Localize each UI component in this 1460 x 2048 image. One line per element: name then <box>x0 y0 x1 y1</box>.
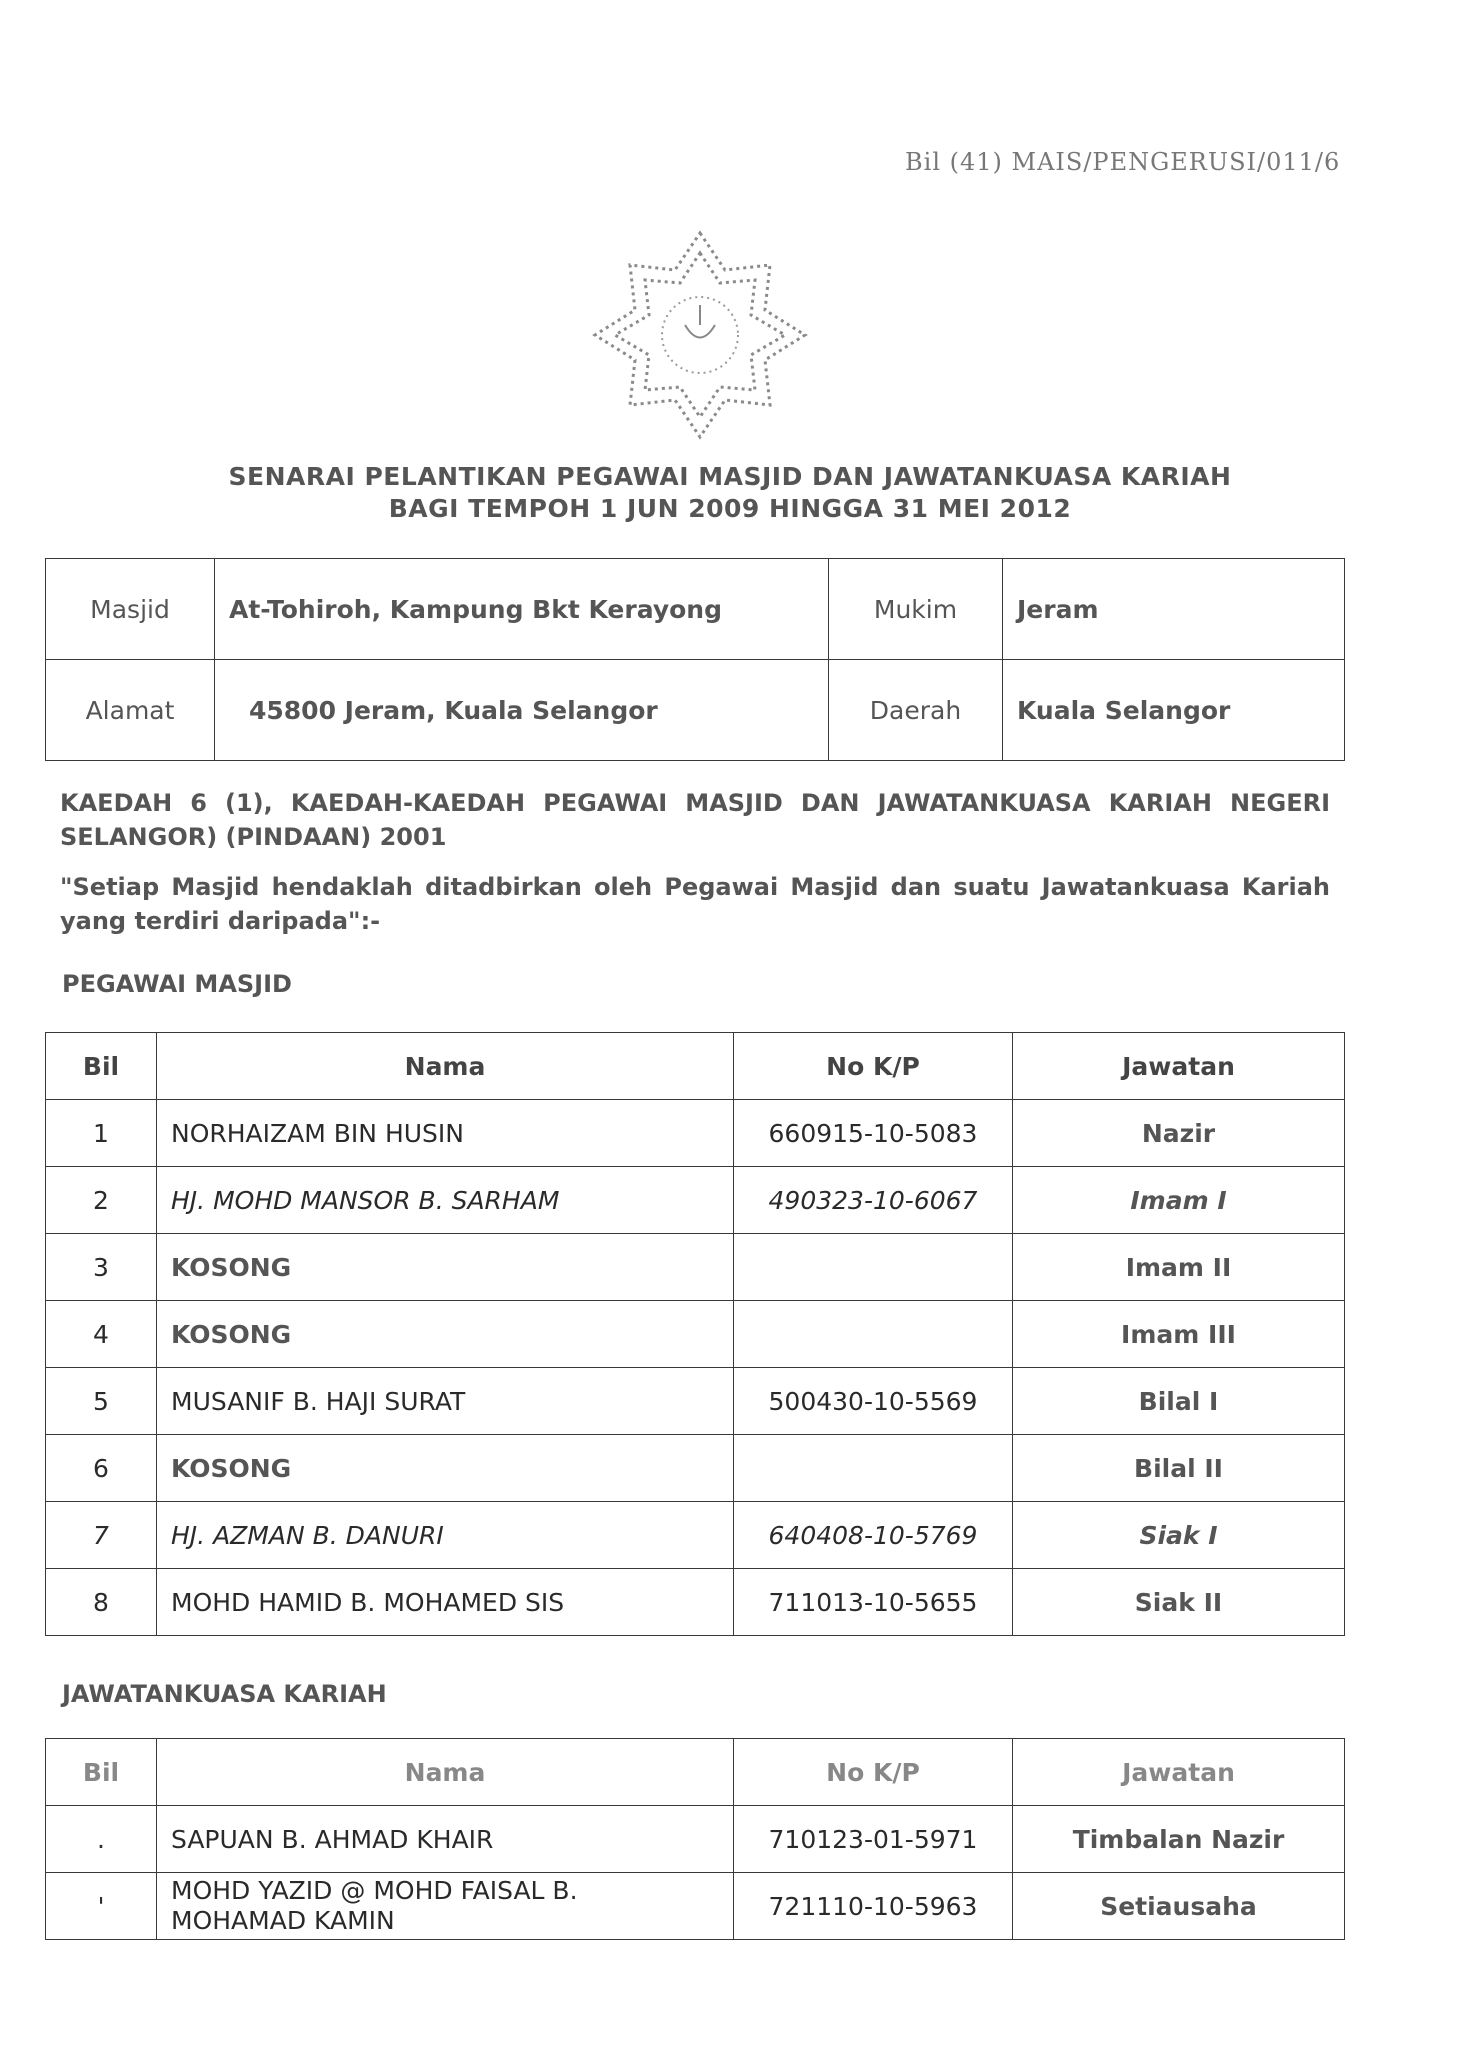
alamat-label: Alamat <box>46 660 215 761</box>
row-bil: 8 <box>46 1569 157 1636</box>
table-row <box>46 1167 1345 1234</box>
jawatankuasa-table <box>45 1738 1345 1940</box>
row-bil: . <box>46 1806 157 1873</box>
rule-quote: "Setiap Masjid hendaklah ditadbirkan oleh Pegawai Masjid dan suatu Jawatankuasa Kariah yang terdiri daripada":- <box>60 873 1330 935</box>
alamat-value: 45800 Jeram, Kuala Selangor <box>215 660 829 761</box>
row-nama: MUSANIF B. HAJI SURAT <box>157 1368 734 1435</box>
row-nokp: 660915-10-5083 <box>734 1100 1013 1167</box>
row-nokp: 721110-10-5963 <box>734 1873 1013 1940</box>
mukim-value: Jeram <box>1003 559 1345 660</box>
reference-number: Bil (41) MAIS/PENGERUSI/011/6 <box>905 148 1341 176</box>
daerah-label: Daerah <box>829 660 1003 761</box>
row-jawatan: Setiausaha <box>1013 1873 1345 1940</box>
row-nama: KOSONG <box>157 1234 734 1301</box>
row-bil: 5 <box>46 1368 157 1435</box>
table-row <box>46 1569 1345 1636</box>
header-jawatan: Jawatan <box>1013 1033 1345 1100</box>
row-jawatan: Imam II <box>1013 1234 1345 1301</box>
row-bil: 7 <box>46 1502 157 1569</box>
row-nokp: 640408-10-5769 <box>734 1502 1013 1569</box>
header-nokp: No K/P <box>734 1033 1013 1100</box>
row-nama: HJ. AZMAN B. DANURI <box>157 1502 734 1569</box>
table-row <box>46 1368 1345 1435</box>
row-jawatan: Siak I <box>1013 1502 1345 1569</box>
row-nama: KOSONG <box>157 1301 734 1368</box>
row-nama: HJ. MOHD MANSOR B. SARHAM <box>157 1167 734 1234</box>
row-bil: 4 <box>46 1301 157 1368</box>
masjid-label: Masjid <box>46 559 215 660</box>
mukim-label: Mukim <box>829 559 1003 660</box>
header-bil: Bil <box>46 1739 157 1806</box>
row-jawatan: Bilal I <box>1013 1368 1345 1435</box>
table-row <box>46 1100 1345 1167</box>
daerah-value: Kuala Selangor <box>1003 660 1345 761</box>
table-row <box>46 1301 1345 1368</box>
table-header-row <box>46 1033 1345 1100</box>
section-title-jawatankuasa: JAWATANKUASA KARIAH <box>62 1680 387 1708</box>
row-nama: MOHD YAZID @ MOHD FAISAL B. MOHAMAD KAMIN <box>157 1873 734 1940</box>
document-title-line1: SENARAI PELANTIKAN PEGAWAI MASJID DAN JAWATANKUASA KARIAH <box>228 462 1232 491</box>
document-title-line2: BAGI TEMPOH 1 JUN 2009 HINGGA 31 MEI 2012 <box>388 494 1072 523</box>
row-nama: NORHAIZAM BIN HUSIN <box>157 1100 734 1167</box>
table-header-row <box>46 1739 1345 1806</box>
header-nama: Nama <box>157 1739 734 1806</box>
rule-heading: KAEDAH 6 (1), KAEDAH-KAEDAH PEGAWAI MASJID DAN JAWATANKUASA KARIAH NEGERI SELANGOR) (PINDAAN) 2001 <box>60 789 1330 851</box>
row-jawatan: Nazir <box>1013 1100 1345 1167</box>
table-row <box>46 1435 1345 1502</box>
table-row <box>46 1873 1345 1940</box>
table-row <box>46 1806 1345 1873</box>
section-title-pegawai: PEGAWAI MASJID <box>62 970 292 998</box>
header-jawatan: Jawatan <box>1013 1739 1345 1806</box>
row-nokp: 500430-10-5569 <box>734 1368 1013 1435</box>
row-jawatan: Bilal II <box>1013 1435 1345 1502</box>
row-nokp: 711013-10-5655 <box>734 1569 1013 1636</box>
row-bil: 3 <box>46 1234 157 1301</box>
row-nokp <box>734 1301 1013 1368</box>
row-nokp: 710123-01-5971 <box>734 1806 1013 1873</box>
row-jawatan: Siak II <box>1013 1569 1345 1636</box>
row-nama: SAPUAN B. AHMAD KHAIR <box>157 1806 734 1873</box>
seal-emblem-icon <box>580 225 820 445</box>
pegawai-table <box>45 1032 1345 1636</box>
row-jawatan: Imam I <box>1013 1167 1345 1234</box>
row-bil: 1 <box>46 1100 157 1167</box>
row-bil: ' <box>46 1873 157 1940</box>
row-jawatan: Imam III <box>1013 1301 1345 1368</box>
mosque-info-table <box>45 558 1345 761</box>
masjid-value: At-Tohiroh, Kampung Bkt Kerayong <box>215 559 829 660</box>
row-nama: KOSONG <box>157 1435 734 1502</box>
row-nokp <box>734 1234 1013 1301</box>
row-nama: MOHD HAMID B. MOHAMED SIS <box>157 1569 734 1636</box>
table-row <box>46 1502 1345 1569</box>
header-bil: Bil <box>46 1033 157 1100</box>
row-bil: 6 <box>46 1435 157 1502</box>
header-nama: Nama <box>157 1033 734 1100</box>
table-row <box>46 1234 1345 1301</box>
row-jawatan: Timbalan Nazir <box>1013 1806 1345 1873</box>
row-nokp: 490323-10-6067 <box>734 1167 1013 1234</box>
row-bil: 2 <box>46 1167 157 1234</box>
header-nokp: No K/P <box>734 1739 1013 1806</box>
row-nokp <box>734 1435 1013 1502</box>
